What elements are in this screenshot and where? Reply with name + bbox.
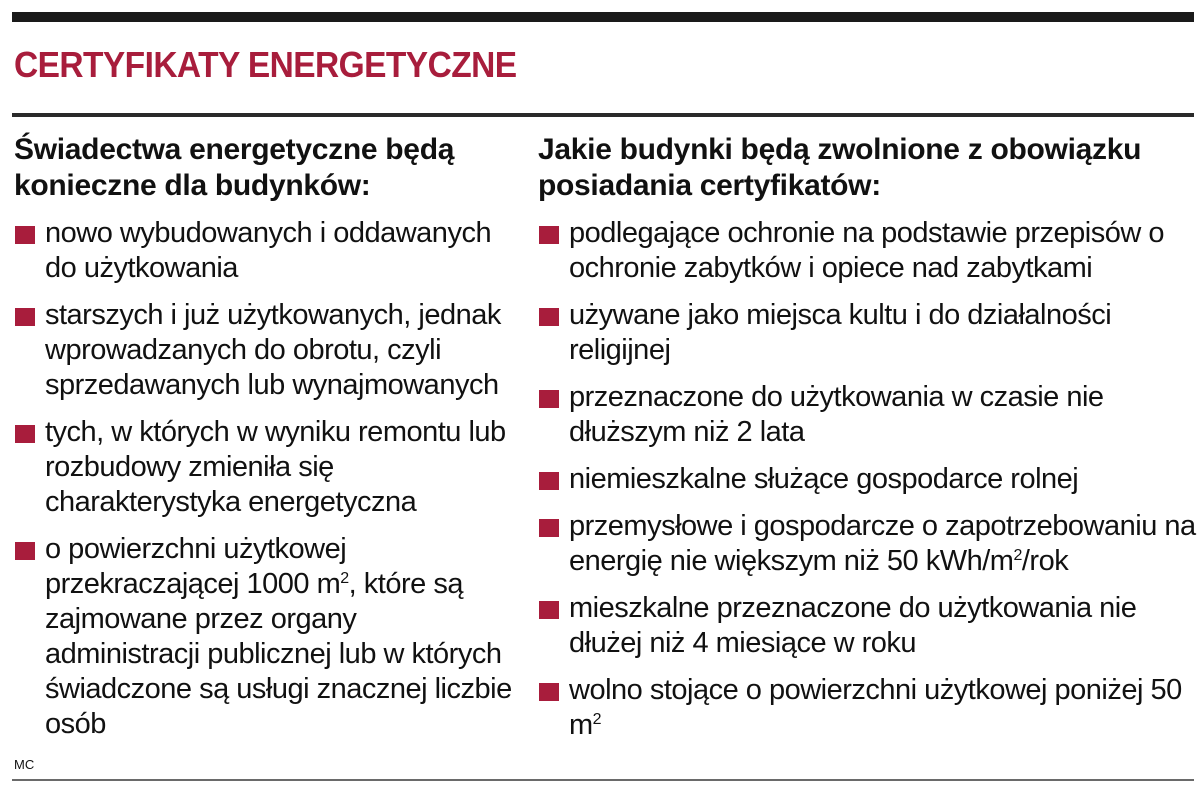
list-item xyxy=(538,380,1198,450)
list-item-text: niemieszkalne służące gospodarce rolnej xyxy=(569,463,1079,495)
right-column xyxy=(538,132,1198,755)
left-column-heading: Świadectwa energetyczne będą konieczne dla budynków: xyxy=(14,133,455,202)
square-bullet-icon xyxy=(539,601,559,619)
square-bullet-icon xyxy=(539,308,559,326)
list-item-text: starszych i już użytkowanych, jednak wprowadzanych do obrotu, czyli sprzedawanych lub wynajmowanych xyxy=(45,299,501,401)
list-item-text-pre: wolno stojące o powierzchni użytkowej poniżej 50 m xyxy=(569,674,1182,741)
left-column xyxy=(14,132,514,754)
bottom-rule xyxy=(12,779,1194,781)
list-item-text-post: /rok xyxy=(1021,545,1069,577)
author-credit: MC xyxy=(14,757,35,772)
list-item-text-pre: o powierzchni użytkowej przekraczającej 1000 m xyxy=(45,533,347,600)
list-item xyxy=(14,415,514,520)
list-item-text: tych, w których w wyniku remontu lub rozbudowy zmieniła się charakterystyka energetyczna xyxy=(45,416,506,518)
superscript: 2 xyxy=(340,570,349,587)
right-list xyxy=(538,216,1198,743)
list-item-text: przeznaczone do użytkowania w czasie nie dłuższym niż 2 lata xyxy=(569,381,1104,448)
list-item xyxy=(538,591,1198,661)
list-item xyxy=(14,298,514,403)
page-title: CERTYFIKATY ENERGETYCZNE xyxy=(14,44,517,85)
list-item xyxy=(538,673,1198,743)
square-bullet-icon xyxy=(539,390,559,408)
superscript: 2 xyxy=(592,711,602,728)
square-bullet-icon xyxy=(539,226,559,244)
list-item-text: mieszkalne przeznaczone do użytkowania nie dłużej niż 4 miesiące w roku xyxy=(569,592,1137,659)
square-bullet-icon xyxy=(15,425,35,443)
list-item xyxy=(538,298,1198,368)
list-item-text: używane jako miejsca kultu i do działalności religijnej xyxy=(569,299,1112,366)
square-bullet-icon xyxy=(15,308,35,326)
square-bullet-icon xyxy=(539,683,559,701)
superscript: 2 xyxy=(1013,547,1022,564)
right-column-heading: Jakie budynki będą zwolnione z obowiązku posiadania certyfikatów: xyxy=(538,133,1142,202)
list-item xyxy=(538,509,1198,579)
left-list xyxy=(14,216,514,742)
square-bullet-icon xyxy=(15,226,35,244)
list-item-text-pre: przemysłowe i gospodarcze o zapotrzebowaniu na energię nie większym niż 50 kWh/m xyxy=(569,510,1196,577)
list-item-text-post: , które są zajmowane przez organy administracji publicznej lub w których świadczone są usługi znacznej liczbie osób xyxy=(45,568,512,740)
list-item xyxy=(14,532,514,742)
list-item xyxy=(14,216,514,286)
list-item-text: podlegające ochronie na podstawie przepisów o ochronie zabytków i opiece nad zabytkami xyxy=(569,217,1164,284)
list-item xyxy=(538,216,1198,286)
title-rule xyxy=(12,113,1194,117)
list-item-text: nowo wybudowanych i oddawanych do użytkowania xyxy=(45,217,492,284)
square-bullet-icon xyxy=(539,472,559,490)
square-bullet-icon xyxy=(15,542,35,560)
list-item xyxy=(538,462,1198,497)
top-rule xyxy=(12,12,1194,22)
square-bullet-icon xyxy=(539,519,559,537)
